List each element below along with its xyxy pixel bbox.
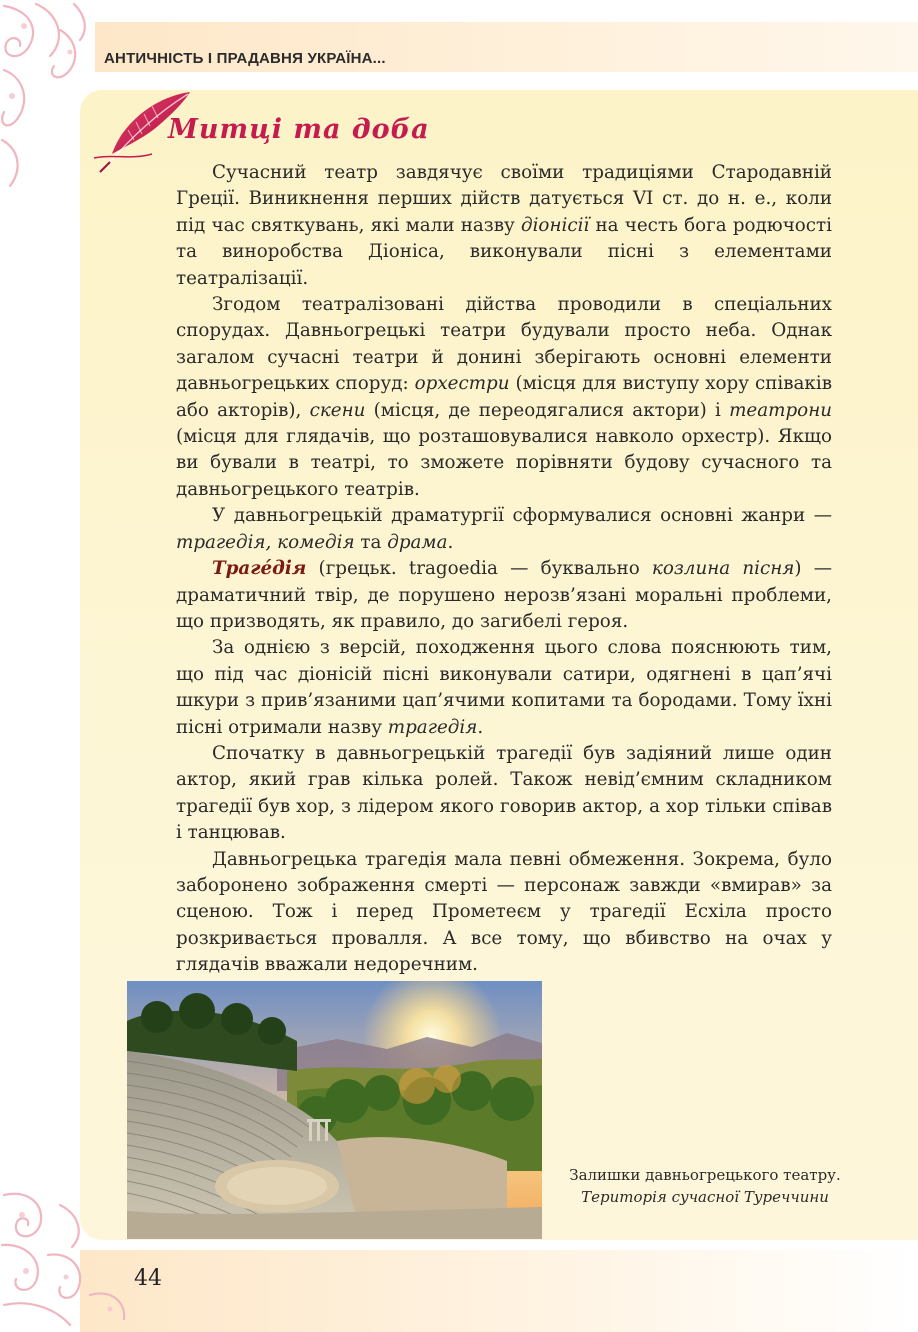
definition-term: Трагéдія xyxy=(212,558,307,580)
article-body xyxy=(176,160,832,979)
paragraph xyxy=(176,556,832,635)
italic-term: скени xyxy=(309,399,366,421)
text-run: на честь бога родючості та виноробства Діоніса, виконували пісні з елементами театралізації. xyxy=(176,214,832,289)
paragraph xyxy=(176,160,832,292)
text-run: (грецьк. tragoedia — буквально xyxy=(306,558,652,580)
text-run: Згодом театралізовані дійства проводили в спеціальних спорудах. Давньогрецькі театри будували просто неба. Однак загалом сучасні театри й донині зберігають основні елементи давньогрецьких споруд: xyxy=(176,294,832,395)
paragraph xyxy=(176,741,832,847)
text-run: (місця, де переодягалися актори) і xyxy=(365,399,730,421)
running-head: АНТИЧНІСТЬ І ПРАДАВНЯ УКРАЇНА... xyxy=(104,50,386,67)
italic-term: орхестри xyxy=(414,373,510,395)
page-number: 44 xyxy=(134,1266,162,1291)
text-run: Давньогрецька трагедія мала певні обмеження. Зокрема, було заборонено зображення смерті — персонаж завжди «вмирав» за сценою. Тож і перед Прометеєм у трагедії Есхіла просто розкривається провалля. А все тому, що вбивство на очах у глядачів вважали недоречним. xyxy=(176,848,832,976)
paragraph xyxy=(176,503,832,556)
italic-term: трагедія xyxy=(387,716,478,738)
paragraph xyxy=(176,292,832,503)
paragraph xyxy=(176,847,832,979)
section-title: Митці та доба xyxy=(168,114,430,145)
italic-term: драма xyxy=(387,531,448,553)
paragraph xyxy=(176,635,832,741)
footer-band xyxy=(80,1250,918,1332)
text-run: . xyxy=(447,531,454,553)
ancient-theatre-image xyxy=(127,981,542,1239)
photo-caption xyxy=(560,1164,850,1208)
text-run: та xyxy=(354,531,388,553)
caption-location: Територія сучасної Туреччини xyxy=(581,1188,829,1206)
italic-term: театрони xyxy=(729,399,833,421)
italic-term: трагедія, комедія xyxy=(176,531,355,553)
theatre-photo xyxy=(127,981,542,1239)
italic-term: козлина пісня xyxy=(651,558,795,580)
text-run: За однією з версій, походження цього слова пояснюють тим, що під час діонісій пісні виконували сатири, одягнені в цап’ячі шкури з прив’язаними цап’ячими копитами та бородами. Тому їхні пісні отримали назву xyxy=(176,637,832,738)
text-run: Спочатку в давньогрецькій трагедії був задіяний лише один актор, який грав кілька ролей. Також невід’ємним складником трагедії був хор, з лідером якого говорив актор, а хор тільки співав і танцював. xyxy=(176,742,832,844)
italic-term: діонісії xyxy=(521,214,590,236)
corner-ornament-bottom-left xyxy=(0,1185,160,1332)
text-run: . xyxy=(477,716,484,738)
caption-text: Залишки давньогрецького театру. xyxy=(569,1166,841,1184)
text-run: У давньогрецькій драматургії сформувалися основні жанри — xyxy=(212,505,832,527)
text-run: (місця для виступу хору співаків або акторів), xyxy=(176,373,833,421)
text-run: ) — драматичний твір, де порушено нерозв’язані моральні проблеми, що призводять, як правило, до загибелі героя. xyxy=(176,558,832,632)
text-run: (місця для глядачів, що розташовувалися навколо орхестр). Якщо ви бували в театрі, то зможете порівняти будову сучасного та давньогрецького театрів. xyxy=(176,426,832,500)
text-run: Сучасний театр завдячує своїми традиціями Стародавній Греції. Виникнення перших дійств датується VI ст. до н. е., коли під час святкувань, які мали назву xyxy=(176,162,832,236)
